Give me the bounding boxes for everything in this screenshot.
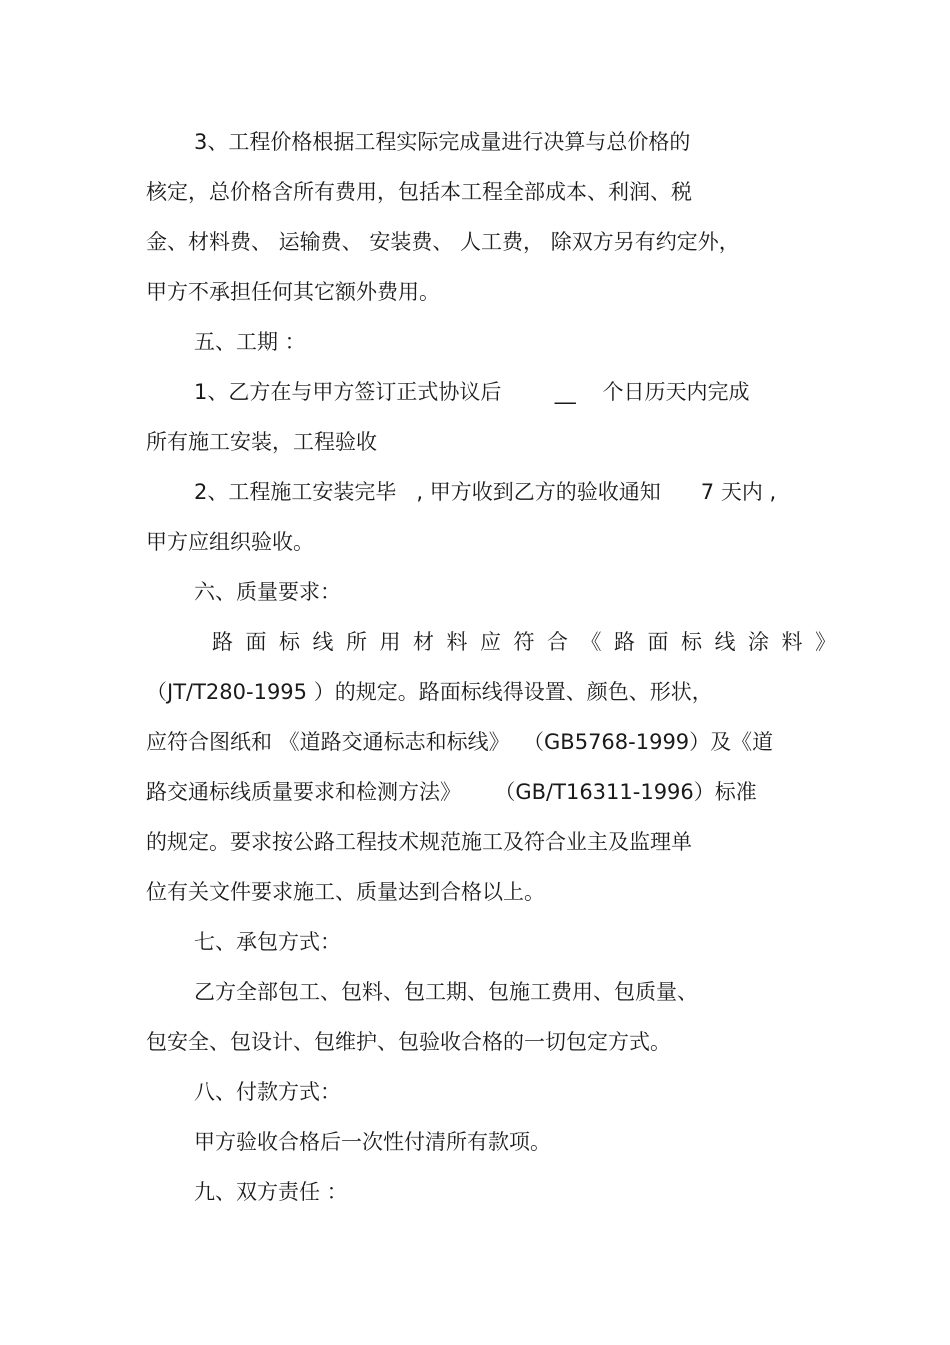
para-quality-cont-5: 位有关文件要求施工、质量达到合格以上。	[146, 880, 545, 904]
para-price-clause: 3、工程价格根据工程实际完成量进行决算与总价格的	[194, 130, 691, 154]
section-heading-responsibilities: 九、双方责任 ：	[194, 1180, 348, 1204]
section-heading-contract-method: 七、承包方式：	[194, 930, 341, 954]
para-quality-cont-2: 应符合图纸和 《道路交通标志和标线》 （GB5768-1999）及《道	[146, 730, 774, 754]
para-quality-cont-1: （JT/T280-1995 ）的规定。路面标线得设置、颜色、形状，	[146, 680, 713, 704]
para-duration-2: 2、工程施工安装完毕 , 甲方收到乙方的验收通知 7 天内 ,	[194, 480, 777, 504]
para-price-clause-cont-3: 甲方不承担任何其它额外费用。	[146, 280, 440, 304]
section-heading-payment: 八、付款方式：	[194, 1080, 341, 1104]
para-price-clause-cont-2: 金、材料费、 运输费、 安装费、 人工费， 除双方另有约定外，	[146, 230, 740, 254]
section-heading-quality: 六、质量要求：	[194, 580, 341, 604]
para-duration-1: 1、乙方在与甲方签订正式协议后 __ 个日历天内完成	[194, 380, 750, 404]
para-contract-method-cont: 包安全、包设计、包维护、包验收合格的一切包定方式。	[146, 1030, 671, 1054]
para-duration-2-cont: 甲方应组织验收。	[146, 530, 314, 554]
para-duration-1-cont: 所有施工安装，工程验收	[146, 430, 377, 454]
para-quality-cont-4: 的规定。要求按公路工程技术规范施工及符合业主及监理单	[146, 830, 692, 854]
para-quality: 路面标线所用材料应符合《路面标线涂料》	[212, 630, 849, 654]
para-contract-method: 乙方全部包工、包料、包工期、包施工费用、包质量、	[194, 980, 698, 1004]
para-quality-cont-3: 路交通标线质量要求和检测方法》 （GB/T16311-1996）标准	[146, 780, 757, 804]
para-price-clause-cont-1: 核定，总价格含所有费用，包括本工程全部成本、利润、税	[146, 180, 692, 204]
section-heading-duration: 五、工期 ：	[194, 330, 306, 354]
para-payment: 甲方验收合格后一次性付清所有款项。	[194, 1130, 551, 1154]
